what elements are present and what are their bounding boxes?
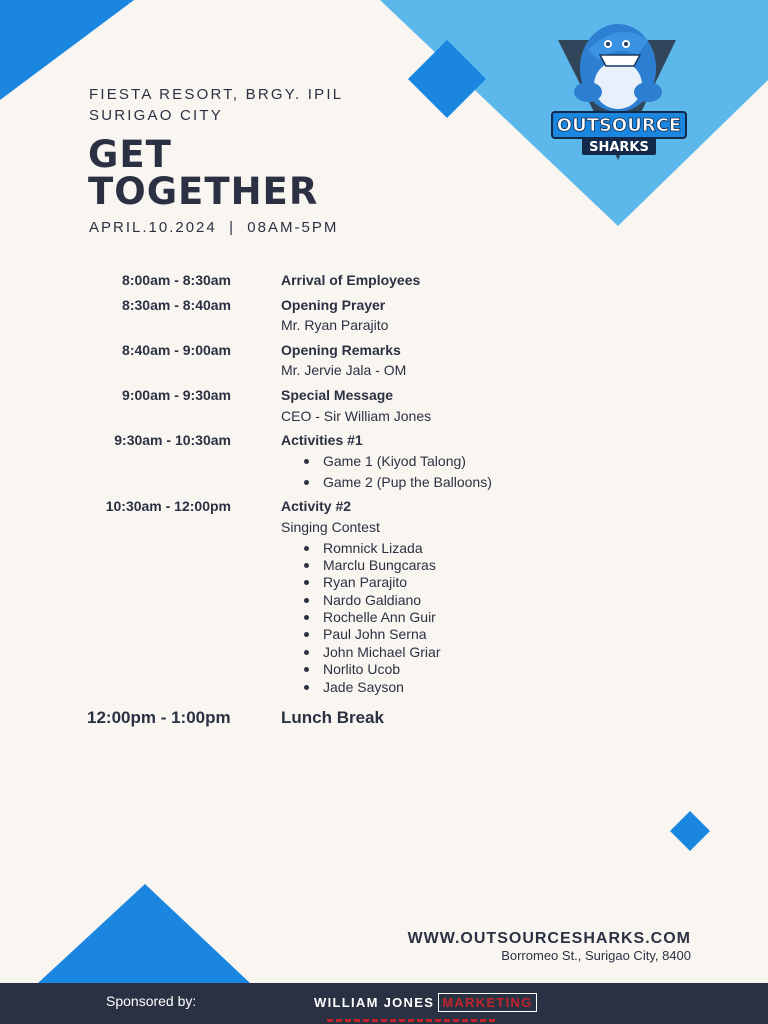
bottom-left-triangle	[38, 884, 253, 984]
schedule-time: 12:00pm - 1:00pm	[87, 708, 231, 727]
list-item-text: Game 2 (Pup the Balloons)	[323, 474, 492, 490]
list-item-text: Rochelle Ann Guir	[323, 609, 436, 625]
venue-line-2: SURIGAO CITY	[89, 107, 223, 124]
list-item	[304, 557, 436, 573]
list-item-text: Ryan Parajito	[323, 574, 408, 590]
schedule-detail: Mr. Jervie Jala - OM	[281, 362, 407, 378]
schedule-time: 9:00am - 9:30am	[122, 387, 231, 403]
list-item	[304, 453, 466, 469]
schedule-time: 10:30am - 12:00pm	[105, 498, 231, 514]
list-item-text: Jade Sayson	[323, 679, 404, 695]
list-item	[304, 474, 492, 490]
sponsor-name: WILLIAM JONES	[314, 994, 435, 1010]
venue	[89, 84, 343, 126]
list-item-text: John Michael Griar	[323, 644, 441, 660]
list-item-text: Nardo Galdiano	[323, 592, 422, 608]
schedule-detail: Singing Contest	[281, 519, 380, 535]
schedule-time: 8:40am - 9:00am	[122, 342, 231, 358]
sponsor-logo	[314, 991, 537, 1013]
schedule-event: Arrival of Employees	[281, 272, 421, 288]
address: Borromeo St., Surigao City, 8400	[501, 948, 691, 963]
list-item-text: Norlito Ucob	[323, 661, 401, 677]
schedule-event: Special Message	[281, 387, 394, 403]
list-item	[304, 609, 436, 625]
sponsor-tagline-decoration	[327, 1019, 497, 1022]
list-item-text: Romnick Lizada	[323, 540, 423, 556]
schedule-event: Activity #2	[281, 498, 352, 514]
list-item	[304, 661, 400, 677]
title-line-2: TOGETHER	[88, 170, 319, 213]
sponsor-boxed-text: MARKETING	[438, 993, 536, 1012]
list-item-text: Paul John Serna	[323, 626, 427, 642]
schedule-event: Opening Remarks	[281, 342, 401, 358]
list-item	[304, 626, 427, 642]
footer-bar	[0, 983, 768, 1024]
venue-line-1: FIESTA RESORT, BRGY. IPIL	[89, 86, 344, 103]
logo-text-sharks: SHARKS	[589, 140, 649, 155]
list-item-text: Game 1 (Kiyod Talong)	[323, 453, 466, 469]
list-item	[304, 540, 423, 556]
schedule-detail: CEO - Sir William Jones	[281, 408, 432, 424]
schedule-event: Opening Prayer	[281, 297, 386, 313]
schedule-time: 9:30am - 10:30am	[114, 432, 231, 448]
outsource-sharks-logo	[548, 10, 690, 160]
schedule-time: 8:30am - 8:40am	[122, 297, 231, 313]
schedule-event: Activities #1	[281, 432, 363, 448]
website-link[interactable]: WWW.OUTSOURCESHARKS.COM	[407, 930, 691, 947]
title-line-1: GET	[88, 133, 172, 176]
schedule-time: 8:00am - 8:30am	[122, 272, 231, 288]
diamond-right	[670, 811, 710, 851]
list-item	[304, 592, 421, 608]
logo-text-outsource: OUTSOURCE	[556, 115, 682, 136]
sponsored-label: Sponsored by:	[106, 993, 197, 1009]
diamond-top	[408, 40, 486, 118]
list-item	[304, 574, 407, 590]
schedule-detail: Mr. Ryan Parajito	[281, 317, 389, 333]
list-item-text: Marclu Bungcaras	[323, 557, 436, 573]
list-item	[304, 644, 441, 660]
list-item	[304, 679, 404, 695]
page-title	[88, 133, 319, 213]
schedule-event: Lunch Break	[281, 708, 384, 727]
event-date: APRIL.10.2024 | 08AM-5PM	[89, 219, 339, 236]
